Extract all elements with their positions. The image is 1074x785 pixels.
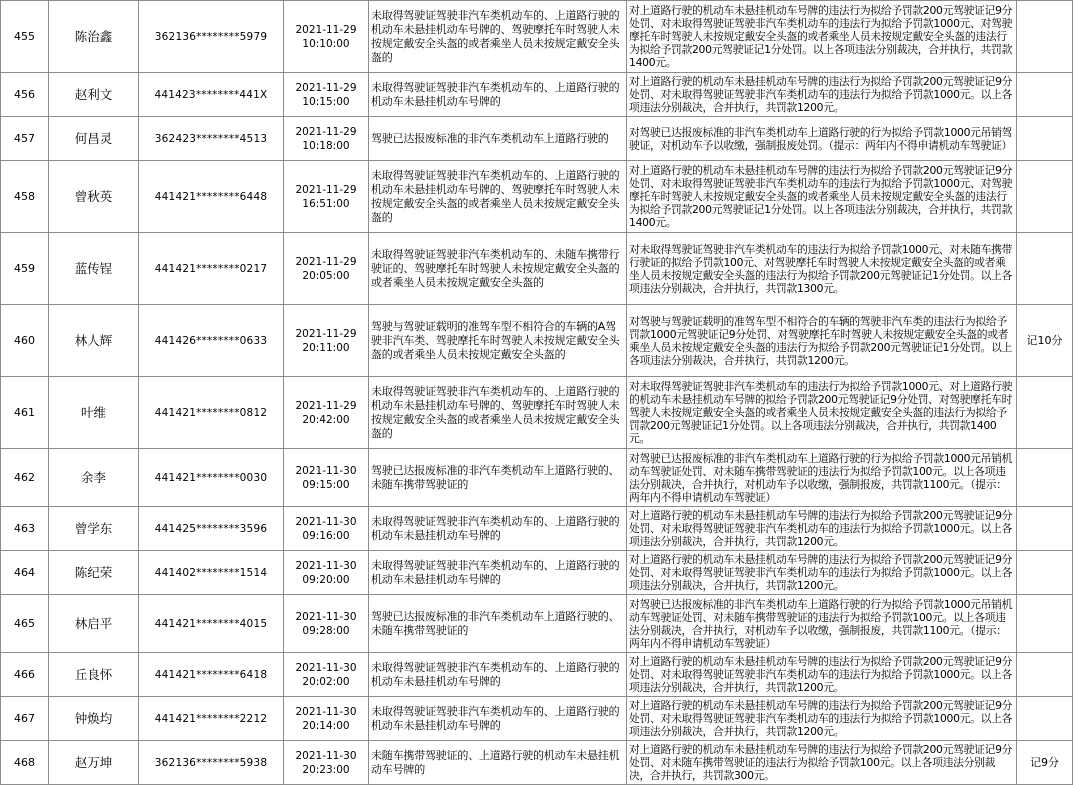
violation-description: 未取得驾驶证驾驶非汽车类机动车的、上道路行驶的机动车未悬挂机动车号牌的、驾驶摩托车时驾驶人未按规定戴安全头盔的或者乘坐人员未按规定戴安全头盔的 [369, 161, 627, 233]
table-row [1, 305, 1073, 377]
id-number: 441421********6418 [139, 653, 284, 697]
person-name: 陈纪荣 [49, 551, 139, 595]
violation-description: 未取得驾驶证驾驶非汽车类机动车的、未随车携带行驶证的、驾驶摩托车时驾驶人未按规定戴安全头盔的或者乘坐人员未按规定戴安全头盔的 [369, 233, 627, 305]
penalty-description: 对上道路行驶的机动车未悬挂机动车号牌的违法行为拟给予罚款200元驾驶证记9分处罚、对未取得驾驶证驾驶非汽车类机动车的违法行为拟给予罚款1000元。以上各项违法分别裁决，合并执行，共罚款1200元。 [627, 551, 1017, 595]
violation-datetime [284, 161, 369, 233]
person-name: 蓝传锃 [49, 233, 139, 305]
table-body [1, 1, 1073, 785]
points-deducted [1017, 551, 1073, 595]
id-number: 441421********6448 [139, 161, 284, 233]
id-number: 441402********1514 [139, 551, 284, 595]
violation-description: 驾驶已达报废标准的非汽车类机动车上道路行驶的 [369, 117, 627, 161]
person-name: 曾秋英 [49, 161, 139, 233]
person-name: 赵万坤 [49, 741, 139, 785]
violation-date: 2021-11-30 [295, 749, 357, 762]
table-row [1, 117, 1073, 161]
violation-date: 2021-11-29 [295, 255, 357, 268]
person-name: 林启平 [49, 595, 139, 653]
violation-time: 09:28:00 [302, 624, 350, 637]
row-number: 464 [1, 551, 49, 595]
violation-time: 16:51:00 [302, 197, 350, 210]
violation-time: 20:05:00 [302, 269, 350, 282]
points-deducted [1017, 595, 1073, 653]
penalty-description: 对未取得驾驶证驾驶非汽车类机动车的违法行为拟给予罚款1000元、对未随车携带行驶证的拟给予罚款100元、对驾驶摩托车时驾驶人未按规定戴安全头盔的或者乘坐人员未按规定戴安全头盔的违法行为拟给予罚款200元驾驶证记1分处罚。以上各项违法分别裁决，合并执行，共罚款1300元。 [627, 233, 1017, 305]
violation-date: 2021-11-30 [295, 559, 357, 572]
id-number: 362136********5979 [139, 1, 284, 73]
person-name: 余李 [49, 449, 139, 507]
person-name: 曾学东 [49, 507, 139, 551]
id-number: 441421********0030 [139, 449, 284, 507]
person-name: 何昌灵 [49, 117, 139, 161]
row-number: 465 [1, 595, 49, 653]
table-row [1, 741, 1073, 785]
penalty-description: 对上道路行驶的机动车未悬挂机动车号牌的违法行为拟给予罚款200元驾驶证记9分处罚、对未取得驾驶证驾驶非汽车类机动车的违法行为拟给予罚款1000元。以上各项违法分别裁决，合并执行，共罚款1200元。 [627, 653, 1017, 697]
table-row [1, 377, 1073, 449]
penalty-description: 对上道路行驶的机动车未悬挂机动车号牌的违法行为拟给予罚款200元驾驶证记9分处罚、对未取得驾驶证驾驶非汽车类机动车的违法行为拟给予罚款1000元。以上各项违法分别裁决，合并执行，共罚款1200元。 [627, 507, 1017, 551]
violation-time: 20:42:00 [302, 413, 350, 426]
penalty-description: 对驾驶已达报废标准的非汽车类机动车上道路行驶的行为拟给予罚款1000元吊销驾驶证，对机动车予以收缴，强制报废处罚。（提示：两年内不得申请机动车驾驶证） [627, 117, 1017, 161]
violation-datetime [284, 1, 369, 73]
id-number: 441421********2212 [139, 697, 284, 741]
penalty-description: 对上道路行驶的机动车未悬挂机动车号牌的违法行为拟给予罚款200元驾驶证记9分处罚、对未取得驾驶证驾驶非汽车类机动车的违法行为拟给予罚款1000元。以上各项违法分别裁决，合并执行，共罚款1200元。 [627, 73, 1017, 117]
violation-datetime [284, 305, 369, 377]
row-number: 455 [1, 1, 49, 73]
row-number: 457 [1, 117, 49, 161]
row-number: 466 [1, 653, 49, 697]
row-number: 468 [1, 741, 49, 785]
violation-datetime [284, 449, 369, 507]
table-row [1, 697, 1073, 741]
violation-date: 2021-11-29 [295, 327, 357, 340]
points-deducted [1017, 1, 1073, 73]
id-number: 441421********4015 [139, 595, 284, 653]
table-row [1, 73, 1073, 117]
violation-datetime [284, 697, 369, 741]
points-deducted [1017, 653, 1073, 697]
table-row [1, 653, 1073, 697]
violation-description: 未取得驾驶证驾驶非汽车类机动车的、上道路行驶的机动车未悬挂机动车号牌的、驾驶摩托车时驾驶人未按规定戴安全头盔的或者乘坐人员未按规定戴安全头盔的 [369, 377, 627, 449]
violation-date: 2021-11-29 [295, 399, 357, 412]
id-number: 441421********0812 [139, 377, 284, 449]
id-number: 441425********3596 [139, 507, 284, 551]
id-number: 362423********4513 [139, 117, 284, 161]
row-number: 459 [1, 233, 49, 305]
violation-time: 10:10:00 [302, 37, 350, 50]
violation-description: 驾驶已达报废标准的非汽车类机动车上道路行驶的、未随车携带驾驶证的 [369, 449, 627, 507]
violation-description: 驾驶与驾驶证载明的准驾车型不相符合的车辆的A驾驶非汽车类、驾驶摩托车时驾驶人未按规定戴安全头盔的或者乘坐人员未按规定戴安全头盔的 [369, 305, 627, 377]
row-number: 461 [1, 377, 49, 449]
violation-datetime [284, 233, 369, 305]
penalty-description: 对上道路行驶的机动车未悬挂机动车号牌的违法行为拟给予罚款200元驾驶证记9分处罚、对未随车携带驾驶证的违法行为拟给予罚款100元。以上各项违法分别裁决，合并执行，共罚款300元。 [627, 741, 1017, 785]
violation-date: 2021-11-30 [295, 705, 357, 718]
points-deducted [1017, 233, 1073, 305]
id-number: 362136********5938 [139, 741, 284, 785]
violation-date: 2021-11-30 [295, 464, 357, 477]
points-deducted [1017, 161, 1073, 233]
person-name: 赵利文 [49, 73, 139, 117]
row-number: 456 [1, 73, 49, 117]
row-number: 460 [1, 305, 49, 377]
violation-date: 2021-11-30 [295, 515, 357, 528]
row-number: 463 [1, 507, 49, 551]
id-number: 441421********0217 [139, 233, 284, 305]
violation-datetime [284, 595, 369, 653]
violation-description: 未取得驾驶证驾驶非汽车类机动车的、上道路行驶的机动车未悬挂机动车号牌的、驾驶摩托车时驾驶人未按规定戴安全头盔的或者乘坐人员未按规定戴安全头盔的 [369, 1, 627, 73]
row-number: 467 [1, 697, 49, 741]
violation-datetime [284, 377, 369, 449]
violation-time: 09:15:00 [302, 478, 350, 491]
violation-datetime [284, 507, 369, 551]
violation-datetime [284, 551, 369, 595]
violation-description: 未取得驾驶证驾驶非汽车类机动车的、上道路行驶的机动车未悬挂机动车号牌的 [369, 653, 627, 697]
penalty-description: 对驾驶已达报废标准的非汽车类机动车上道路行驶的行为拟给予罚款1000元吊销机动车驾驶证处罚、对未随车携带驾驶证的违法行为拟给予罚款100元。以上各项违法分别裁决，合并执行，对机动车予以收缴，强制报废，共罚款1100元。（提示：两年内不得申请机动车驾驶证） [627, 449, 1017, 507]
person-name: 钟焕均 [49, 697, 139, 741]
violation-datetime [284, 653, 369, 697]
violation-datetime [284, 73, 369, 117]
table-row [1, 161, 1073, 233]
table-row [1, 551, 1073, 595]
violation-description: 未取得驾驶证驾驶非汽车类机动车的、上道路行驶的机动车未悬挂机动车号牌的 [369, 697, 627, 741]
row-number: 462 [1, 449, 49, 507]
penalty-description: 对未取得驾驶证驾驶非汽车类机动车的违法行为拟给予罚款1000元、对上道路行驶的机动车未悬挂机动车号牌的拟给予罚款200元驾驶证记9分处罚、对驾驶摩托车时驾驶人未按规定戴安全头盔的或者乘坐人员未按规定戴安全头盔的违法行为拟给予罚款200元驾驶证记1分处罚。以上各项违法分别裁决，合并执行，共罚款1400元。 [627, 377, 1017, 449]
id-number: 441423********441X [139, 73, 284, 117]
violation-date: 2021-11-30 [295, 610, 357, 623]
violation-time: 10:15:00 [302, 95, 350, 108]
table-row [1, 595, 1073, 653]
person-name: 叶维 [49, 377, 139, 449]
person-name: 丘良怀 [49, 653, 139, 697]
violation-description: 未取得驾驶证驾驶非汽车类机动车的、上道路行驶的机动车未悬挂机动车号牌的 [369, 507, 627, 551]
violation-date: 2021-11-29 [295, 183, 357, 196]
table-row [1, 449, 1073, 507]
violation-time: 20:11:00 [302, 341, 350, 354]
table-row [1, 507, 1073, 551]
violation-description: 未取得驾驶证驾驶非汽车类机动车的、上道路行驶的机动车未悬挂机动车号牌的 [369, 73, 627, 117]
table-row [1, 233, 1073, 305]
penalty-description: 对驾驶已达报废标准的非汽车类机动车上道路行驶的行为拟给予罚款1000元吊销机动车驾驶证处罚、对未随车携带驾驶证的违法行为拟给予罚款100元。以上各项违法分别裁决，合并执行，对机动车予以收缴，强制报废，共罚款1100元。（提示：两年内不得申请机动车驾驶证） [627, 595, 1017, 653]
violation-description: 未随车携带驾驶证的、上道路行驶的机动车未悬挂机动车号牌的 [369, 741, 627, 785]
table-row [1, 1, 1073, 73]
points-deducted [1017, 117, 1073, 161]
violation-time: 10:18:00 [302, 139, 350, 152]
points-deducted [1017, 73, 1073, 117]
violation-time: 09:20:00 [302, 573, 350, 586]
violation-date: 2021-11-30 [295, 661, 357, 674]
person-name: 陈治鑫 [49, 1, 139, 73]
points-deducted: 记10分 [1017, 305, 1073, 377]
points-deducted: 记9分 [1017, 741, 1073, 785]
violation-datetime [284, 741, 369, 785]
person-name: 林人辉 [49, 305, 139, 377]
points-deducted [1017, 449, 1073, 507]
violation-time: 09:16:00 [302, 529, 350, 542]
penalty-description: 对上道路行驶的机动车未悬挂机动车号牌的违法行为拟给予罚款200元驾驶证记9分处罚、对未取得驾驶证驾驶非汽车类机动车的违法行为拟给予罚款1000元、对驾驶摩托车时驾驶人未按规定戴安全头盔的或者乘坐人员未按规定戴安全头盔的违法行为拟给予罚款200元驾驶证记1分处罚。以上各项违法分别裁决，合并执行，共罚款1400元。 [627, 161, 1017, 233]
points-deducted [1017, 377, 1073, 449]
violation-time: 20:14:00 [302, 719, 350, 732]
violation-datetime [284, 117, 369, 161]
row-number: 458 [1, 161, 49, 233]
points-deducted [1017, 507, 1073, 551]
violation-description: 未取得驾驶证驾驶非汽车类机动车的、上道路行驶的机动车未悬挂机动车号牌的 [369, 551, 627, 595]
violation-time: 20:23:00 [302, 763, 350, 776]
violation-time: 20:02:00 [302, 675, 350, 688]
points-deducted [1017, 697, 1073, 741]
violation-date: 2021-11-29 [295, 81, 357, 94]
penalty-description: 对上道路行驶的机动车未悬挂机动车号牌的违法行为拟给予罚款200元驾驶证记9分处罚、对未取得驾驶证驾驶非汽车类机动车的违法行为拟给予罚款1000元、对驾驶摩托车时驾驶人未按规定戴安全头盔的或者乘坐人员未按规定戴安全头盔的违法行为拟给予罚款200元驾驶证记1分处罚。以上各项违法分别裁决，合并执行，共罚款1400元。 [627, 1, 1017, 73]
penalty-description: 对驾驶与驾驶证载明的准驾车型不相符合的车辆的驾驶非汽车类的违法行为拟给予罚款1000元驾驶证记9分处罚、对驾驶摩托车时驾驶人未按规定戴安全头盔的或者乘坐人员未按规定戴安全头盔的违法行为拟给予罚款200元驾驶证记1分处罚。以上各项违法分别裁决，合并执行，共罚款1200元。 [627, 305, 1017, 377]
violation-date: 2021-11-29 [295, 125, 357, 138]
violation-date: 2021-11-29 [295, 23, 357, 36]
violation-description: 驾驶已达报废标准的非汽车类机动车上道路行驶的、未随车携带驾驶证的 [369, 595, 627, 653]
id-number: 441426********0633 [139, 305, 284, 377]
penalty-description: 对上道路行驶的机动车未悬挂机动车号牌的违法行为拟给予罚款200元驾驶证记9分处罚、对未取得驾驶证驾驶非汽车类机动车的违法行为拟给予罚款1000元。以上各项违法分别裁决，合并执行，共罚款1200元。 [627, 697, 1017, 741]
